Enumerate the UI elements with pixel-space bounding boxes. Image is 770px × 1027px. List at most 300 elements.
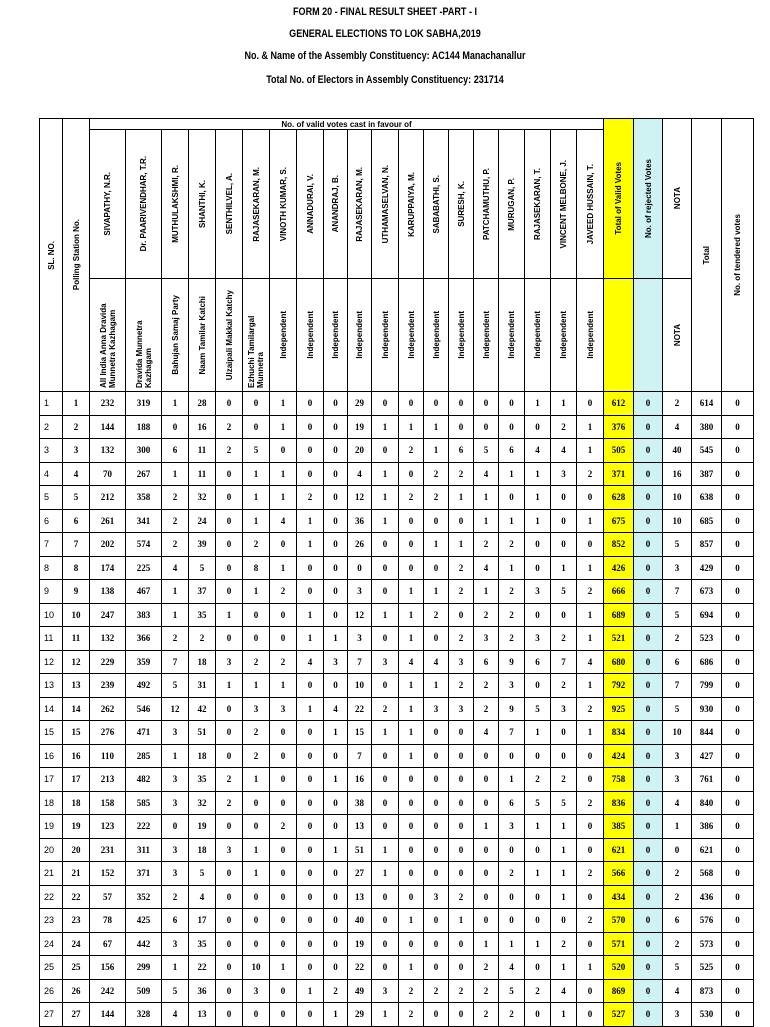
vote-cell: 225	[126, 556, 162, 580]
table-row	[40, 885, 754, 909]
vote-cell: 300	[126, 439, 162, 463]
vote-cell: 546	[126, 697, 162, 721]
vote-cell: 0	[424, 768, 449, 792]
vote-cell: 1	[499, 462, 525, 486]
candidate-name-1: SIVAPATHY, N.R.	[90, 130, 126, 279]
vote-cell: 0	[372, 580, 399, 604]
vote-cell: 132	[90, 627, 126, 651]
total-valid-cell: 570	[604, 909, 634, 933]
vote-cell: 0	[372, 392, 399, 416]
rejected-cell: 0	[634, 556, 663, 580]
vote-cell: 1	[525, 932, 551, 956]
table-row	[40, 533, 754, 557]
vote-cell: 0	[722, 603, 754, 627]
candidate-name-16: MURUGAN, P.	[499, 130, 525, 279]
vote-cell: 1	[499, 556, 525, 580]
vote-cell: 2	[243, 533, 270, 557]
vote-cell: 0	[499, 838, 525, 862]
vote-cell: 482	[126, 768, 162, 792]
vote-cell: 0	[243, 791, 270, 815]
vote-cell: 0	[525, 838, 551, 862]
vote-cell: 0	[216, 1003, 243, 1027]
vote-cell: 0	[216, 533, 243, 557]
vote-cell: 17	[189, 909, 216, 933]
vote-cell: 4	[424, 650, 449, 674]
vote-cell: 5	[663, 697, 692, 721]
vote-cell: 27	[348, 862, 372, 886]
vote-cell: 0	[577, 838, 604, 862]
vote-cell: 4	[525, 439, 551, 463]
vote-cell: 0	[324, 580, 348, 604]
vote-cell: 1	[551, 838, 577, 862]
polling-station-cell: 12	[63, 650, 90, 674]
vote-cell: 1	[399, 580, 424, 604]
vote-cell: 0	[551, 486, 577, 510]
vote-cell: 1	[525, 462, 551, 486]
vote-cell: 7	[663, 674, 692, 698]
vote-cell: 4	[551, 979, 577, 1003]
vote-cell: 0	[722, 533, 754, 557]
vote-cell: 386	[692, 815, 722, 839]
sl-no-cell: 19	[40, 815, 63, 839]
table-row	[40, 956, 754, 980]
vote-cell: 6	[162, 439, 189, 463]
vote-cell: 0	[722, 791, 754, 815]
vote-cell: 1	[399, 956, 424, 980]
vote-cell: 1	[399, 627, 424, 651]
vote-cell: 0	[216, 862, 243, 886]
vote-cell: 383	[126, 603, 162, 627]
vote-cell: 1	[162, 462, 189, 486]
vote-cell: 16	[189, 415, 216, 439]
vote-cell: 0	[162, 815, 189, 839]
sl-no-cell: 24	[40, 932, 63, 956]
vote-cell: 19	[189, 815, 216, 839]
vote-cell: 0	[324, 486, 348, 510]
rejected-cell: 0	[634, 932, 663, 956]
vote-cell: 0	[297, 862, 324, 886]
vote-cell: 1	[551, 885, 577, 909]
vote-cell: 0	[270, 439, 297, 463]
rejected-cell: 0	[634, 1003, 663, 1027]
vote-cell: 2	[297, 486, 324, 510]
candidate-party-4: Naam Tamilar Katchi	[189, 279, 216, 392]
vote-cell: 0	[449, 815, 474, 839]
vote-cell: 2	[663, 627, 692, 651]
vote-cell: 5	[162, 674, 189, 698]
vote-cell: 32	[189, 486, 216, 510]
vote-cell: 0	[399, 932, 424, 956]
vote-cell: 2	[474, 1003, 499, 1027]
vote-cell: 1	[243, 862, 270, 886]
candidate-name-3: MUTHULAKSHMI, R.	[162, 130, 189, 279]
vote-cell: 0	[577, 486, 604, 510]
sl-no-cell: 8	[40, 556, 63, 580]
vote-cell: 35	[189, 603, 216, 627]
table-row	[40, 650, 754, 674]
total-valid-cell: 371	[604, 462, 634, 486]
vote-cell: 3	[372, 979, 399, 1003]
vote-cell: 1	[577, 627, 604, 651]
vote-cell: 2	[449, 885, 474, 909]
vote-cell: 3	[449, 650, 474, 674]
vote-cell: 2	[499, 862, 525, 886]
vote-cell: 4	[474, 721, 499, 745]
vote-cell: 0	[216, 509, 243, 533]
sl-no-cell: 3	[40, 439, 63, 463]
vote-cell: 0	[449, 392, 474, 416]
vote-cell: 1	[399, 697, 424, 721]
candidate-party-15: Independent	[474, 279, 499, 392]
rejected-cell: 0	[634, 509, 663, 533]
vote-cell: 0	[449, 862, 474, 886]
vote-cell: 0	[424, 956, 449, 980]
vote-cell: 0	[722, 721, 754, 745]
total-valid-cell: 376	[604, 415, 634, 439]
vote-cell: 1	[324, 721, 348, 745]
vote-cell: 0	[270, 791, 297, 815]
vote-cell: 5	[189, 862, 216, 886]
vote-cell: 0	[722, 909, 754, 933]
vote-cell: 138	[90, 580, 126, 604]
table-row	[40, 979, 754, 1003]
table-row	[40, 556, 754, 580]
candidate-name-2: Dr. PAARIVENDHAR, T.R.	[126, 130, 162, 279]
vote-cell: 0	[324, 556, 348, 580]
vote-cell: 22	[189, 956, 216, 980]
vote-cell: 0	[722, 580, 754, 604]
vote-cell: 7	[551, 650, 577, 674]
vote-cell: 2	[449, 580, 474, 604]
vote-cell: 467	[126, 580, 162, 604]
vote-cell: 1	[499, 768, 525, 792]
vote-cell: 0	[525, 1003, 551, 1027]
vote-cell: 2	[474, 979, 499, 1003]
vote-cell: 2	[162, 486, 189, 510]
vote-cell: 2	[499, 580, 525, 604]
rejected-cell: 0	[634, 979, 663, 1003]
vote-cell: 3	[162, 721, 189, 745]
vote-cell: 0	[270, 1003, 297, 1027]
vote-cell: 5	[162, 979, 189, 1003]
vote-cell: 2	[474, 603, 499, 627]
vote-cell: 380	[692, 415, 722, 439]
vote-cell: 36	[348, 509, 372, 533]
vote-cell: 2	[577, 462, 604, 486]
vote-cell: 4	[270, 509, 297, 533]
vote-cell: 0	[722, 462, 754, 486]
vote-cell: 0	[216, 721, 243, 745]
vote-cell: 0	[372, 744, 399, 768]
sl-no-cell: 27	[40, 1003, 63, 1027]
total-valid-cell: 680	[604, 650, 634, 674]
vote-cell: 3	[162, 791, 189, 815]
vote-cell: 20	[348, 439, 372, 463]
vote-cell: 0	[297, 932, 324, 956]
total-valid-cell: 505	[604, 439, 634, 463]
rejected-cell: 0	[634, 721, 663, 745]
vote-cell: 0	[270, 885, 297, 909]
vote-cell: 0	[449, 791, 474, 815]
total-valid-cell: 836	[604, 791, 634, 815]
vote-cell: 4	[189, 885, 216, 909]
vote-cell: 0	[324, 932, 348, 956]
vote-cell: 0	[324, 885, 348, 909]
vote-cell: 1	[243, 486, 270, 510]
vote-cell: 0	[216, 697, 243, 721]
vote-cell: 2	[577, 580, 604, 604]
vote-cell: 0	[449, 1003, 474, 1027]
vote-cell: 0	[324, 674, 348, 698]
polling-station-cell: 7	[63, 533, 90, 557]
vote-cell: 0	[372, 533, 399, 557]
polling-station-cell: 4	[63, 462, 90, 486]
vote-cell: 0	[372, 909, 399, 933]
vote-cell: 31	[189, 674, 216, 698]
vote-cell: 0	[525, 885, 551, 909]
sl-no-cell: 16	[40, 744, 63, 768]
vote-cell: 0	[663, 838, 692, 862]
vote-cell: 0	[499, 486, 525, 510]
vote-cell: 2	[499, 603, 525, 627]
rejected-cell: 0	[634, 392, 663, 416]
vote-cell: 212	[90, 486, 126, 510]
vote-cell: 0	[270, 838, 297, 862]
table-row	[40, 1003, 754, 1027]
vote-cell: 1	[399, 674, 424, 698]
vote-cell: 0	[270, 909, 297, 933]
total-valid-cell: 852	[604, 533, 634, 557]
total-valid-cell: 621	[604, 838, 634, 862]
total-valid-cell: 628	[604, 486, 634, 510]
vote-cell: 9	[499, 697, 525, 721]
vote-cell: 0	[216, 627, 243, 651]
total-valid-party-blank	[604, 279, 634, 392]
table-row	[40, 697, 754, 721]
vote-cell: 0	[499, 885, 525, 909]
candidate-party-17: Independent	[525, 279, 551, 392]
vote-cell: 0	[449, 744, 474, 768]
vote-cell: 0	[525, 556, 551, 580]
table-row	[40, 838, 754, 862]
vote-cell: 247	[90, 603, 126, 627]
vote-cell: 4	[162, 1003, 189, 1027]
vote-cell: 22	[348, 956, 372, 980]
vote-cell: 299	[126, 956, 162, 980]
vote-cell: 0	[399, 509, 424, 533]
vote-cell: 15	[348, 721, 372, 745]
vote-cell: 0	[324, 533, 348, 557]
sl-no-cell: 1	[40, 392, 63, 416]
vote-cell: 1	[551, 1003, 577, 1027]
vote-cell: 16	[663, 462, 692, 486]
vote-cell: 1	[474, 509, 499, 533]
table-row	[40, 580, 754, 604]
vote-cell: 0	[297, 838, 324, 862]
vote-cell: 4	[499, 956, 525, 980]
vote-cell: 352	[126, 885, 162, 909]
vote-cell: 7	[162, 650, 189, 674]
vote-cell: 1	[372, 603, 399, 627]
vote-cell: 0	[216, 932, 243, 956]
polling-station-cell: 16	[63, 744, 90, 768]
vote-cell: 1	[577, 674, 604, 698]
vote-cell: 2	[499, 1003, 525, 1027]
vote-cell: 0	[324, 815, 348, 839]
vote-cell: 2	[243, 721, 270, 745]
vote-cell: 0	[216, 580, 243, 604]
table-row	[40, 768, 754, 792]
sl-no-cell: 23	[40, 909, 63, 933]
vote-cell: 6	[449, 439, 474, 463]
sl-no-cell: 17	[40, 768, 63, 792]
vote-cell: 0	[324, 392, 348, 416]
vote-cell: 0	[551, 744, 577, 768]
candidate-name-6: RAJASEKARAN, M.	[243, 130, 270, 279]
vote-cell: 6	[162, 909, 189, 933]
vote-cell: 1	[372, 721, 399, 745]
total-valid-cell: 869	[604, 979, 634, 1003]
vote-cell: 0	[297, 1003, 324, 1027]
vote-cell: 22	[348, 697, 372, 721]
vote-cell: 12	[348, 603, 372, 627]
vote-cell: 3	[348, 627, 372, 651]
table-row	[40, 674, 754, 698]
vote-cell: 1	[551, 862, 577, 886]
vote-cell: 5	[663, 603, 692, 627]
vote-cell: 2	[399, 979, 424, 1003]
vote-cell: 0	[270, 768, 297, 792]
col-header-nota: NOTA	[663, 119, 692, 279]
vote-cell: 574	[126, 533, 162, 557]
rejected-cell: 0	[634, 439, 663, 463]
vote-cell: 471	[126, 721, 162, 745]
vote-cell: 7	[348, 744, 372, 768]
vote-cell: 10	[348, 674, 372, 698]
vote-cell: 0	[722, 885, 754, 909]
table-row	[40, 392, 754, 416]
vote-cell: 311	[126, 838, 162, 862]
vote-cell: 2	[162, 533, 189, 557]
vote-cell: 0	[399, 815, 424, 839]
vote-cell: 3	[663, 768, 692, 792]
total-valid-cell: 520	[604, 956, 634, 980]
vote-cell: 0	[270, 744, 297, 768]
polling-station-cell: 14	[63, 697, 90, 721]
vote-cell: 0	[424, 815, 449, 839]
total-valid-cell: 424	[604, 744, 634, 768]
vote-cell: 267	[126, 462, 162, 486]
vote-cell: 1	[577, 509, 604, 533]
vote-cell: 10	[663, 509, 692, 533]
vote-cell: 4	[663, 791, 692, 815]
vote-cell: 3	[525, 627, 551, 651]
vote-cell: 1	[525, 862, 551, 886]
vote-cell: 1	[474, 932, 499, 956]
sl-no-cell: 6	[40, 509, 63, 533]
vote-cell: 0	[424, 838, 449, 862]
vote-cell: 0	[525, 909, 551, 933]
vote-cell: 0	[722, 838, 754, 862]
vote-cell: 1	[424, 439, 449, 463]
vote-cell: 0	[577, 1003, 604, 1027]
vote-cell: 0	[399, 462, 424, 486]
candidate-party-3: Bahujan Samaj Party	[162, 279, 189, 392]
vote-cell: 0	[297, 721, 324, 745]
vote-cell: 174	[90, 556, 126, 580]
vote-cell: 0	[372, 791, 399, 815]
vote-cell: 2	[663, 885, 692, 909]
vote-cell: 1	[270, 486, 297, 510]
vote-cell: 1	[499, 509, 525, 533]
vote-cell: 1	[399, 744, 424, 768]
vote-cell: 4	[348, 462, 372, 486]
vote-cell: 1	[162, 603, 189, 627]
vote-cell: 0	[348, 556, 372, 580]
vote-cell: 36	[189, 979, 216, 1003]
polling-station-cell: 15	[63, 721, 90, 745]
table-row	[40, 627, 754, 651]
vote-cell: 0	[324, 603, 348, 627]
polling-station-cell: 5	[63, 486, 90, 510]
vote-cell: 152	[90, 862, 126, 886]
vote-cell: 576	[692, 909, 722, 933]
vote-cell: 29	[348, 392, 372, 416]
vote-cell: 0	[577, 885, 604, 909]
rejected-cell: 0	[634, 650, 663, 674]
vote-cell: 0	[372, 956, 399, 980]
vote-cell: 621	[692, 838, 722, 862]
vote-cell: 4	[297, 650, 324, 674]
vote-cell: 0	[297, 556, 324, 580]
vote-cell: 285	[126, 744, 162, 768]
vote-cell: 2	[424, 462, 449, 486]
vote-cell: 3	[551, 697, 577, 721]
vote-cell: 761	[692, 768, 722, 792]
vote-cell: 0	[499, 744, 525, 768]
vote-cell: 57	[90, 885, 126, 909]
vote-cell: 18	[189, 838, 216, 862]
vote-cell: 442	[126, 932, 162, 956]
vote-cell: 0	[324, 509, 348, 533]
constituency-title: No. & Name of the Assembly Constituency: AC144 Manachanallur	[244, 50, 526, 62]
candidate-name-15: PATCHAMUTHU, P.	[474, 130, 499, 279]
vote-cell: 0	[577, 533, 604, 557]
vote-cell: 35	[189, 932, 216, 956]
vote-cell: 202	[90, 533, 126, 557]
candidate-name-10: RAJASEKARAN, M.	[348, 130, 372, 279]
candidate-party-16: Independent	[499, 279, 525, 392]
rejected-cell: 0	[634, 580, 663, 604]
vote-cell: 1	[372, 462, 399, 486]
rejected-cell: 0	[634, 885, 663, 909]
vote-cell: 1	[243, 509, 270, 533]
vote-cell: 1	[324, 768, 348, 792]
vote-cell: 0	[399, 791, 424, 815]
vote-cell: 0	[324, 744, 348, 768]
vote-cell: 0	[297, 392, 324, 416]
candidate-name-14: SURESH, K.	[449, 130, 474, 279]
vote-cell: 1	[577, 556, 604, 580]
vote-cell: 1	[372, 862, 399, 886]
vote-cell: 0	[216, 979, 243, 1003]
polling-station-cell: 9	[63, 580, 90, 604]
polling-station-cell: 23	[63, 909, 90, 933]
total-valid-cell: 792	[604, 674, 634, 698]
vote-cell: 1	[577, 956, 604, 980]
vote-cell: 0	[324, 462, 348, 486]
sl-no-cell: 7	[40, 533, 63, 557]
